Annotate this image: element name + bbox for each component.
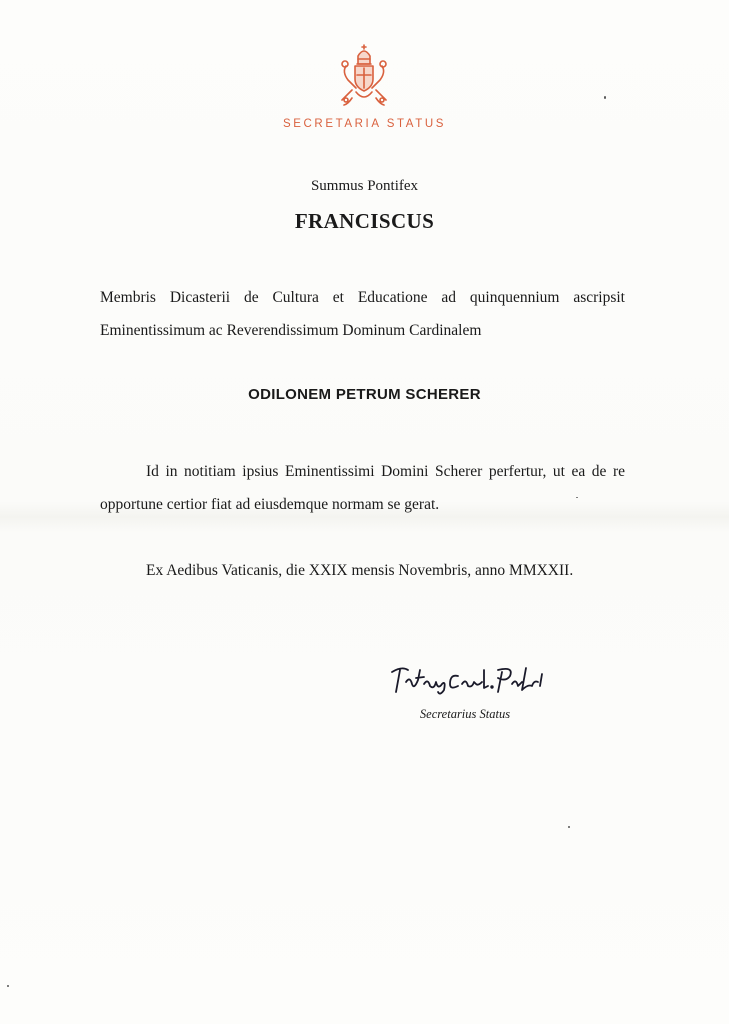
secretariat-heading: SECRETARIA STATUS xyxy=(282,118,447,130)
appointment-line-2: Eminentissimum ac Reverendissimum Dominum Cardinalem xyxy=(100,322,482,339)
notification-paragraph: Id in notitiam ipsius Eminentissimi Domini Scherer perfertur, ut ea de re opportune certior fiat ad eiusdemque normam se gerat. xyxy=(100,463,625,513)
paper-speck xyxy=(568,826,570,828)
papal-coat-of-arms-icon xyxy=(334,42,394,108)
paper-speck xyxy=(576,497,578,498)
pontifex-line: Summus Pontifex xyxy=(310,178,419,194)
place-and-date: Ex Aedibus Vaticanis, die XXIX mensis Novembris, anno MMXXII. xyxy=(146,562,574,579)
appointment-line-1: Membris Dicasterii de Cultura et Educatione ad quinquennium ascripsit xyxy=(100,289,625,306)
paper-speck xyxy=(604,96,606,99)
appointee-name: ODILONEM PETRUM SCHERER xyxy=(248,386,481,403)
handwritten-signature-icon xyxy=(388,660,548,700)
appointment-paragraph xyxy=(100,281,625,347)
signatory-role: Secretarius Status xyxy=(419,707,511,721)
paper-speck xyxy=(7,985,9,987)
pope-name: FRANCISCUS xyxy=(294,209,435,233)
